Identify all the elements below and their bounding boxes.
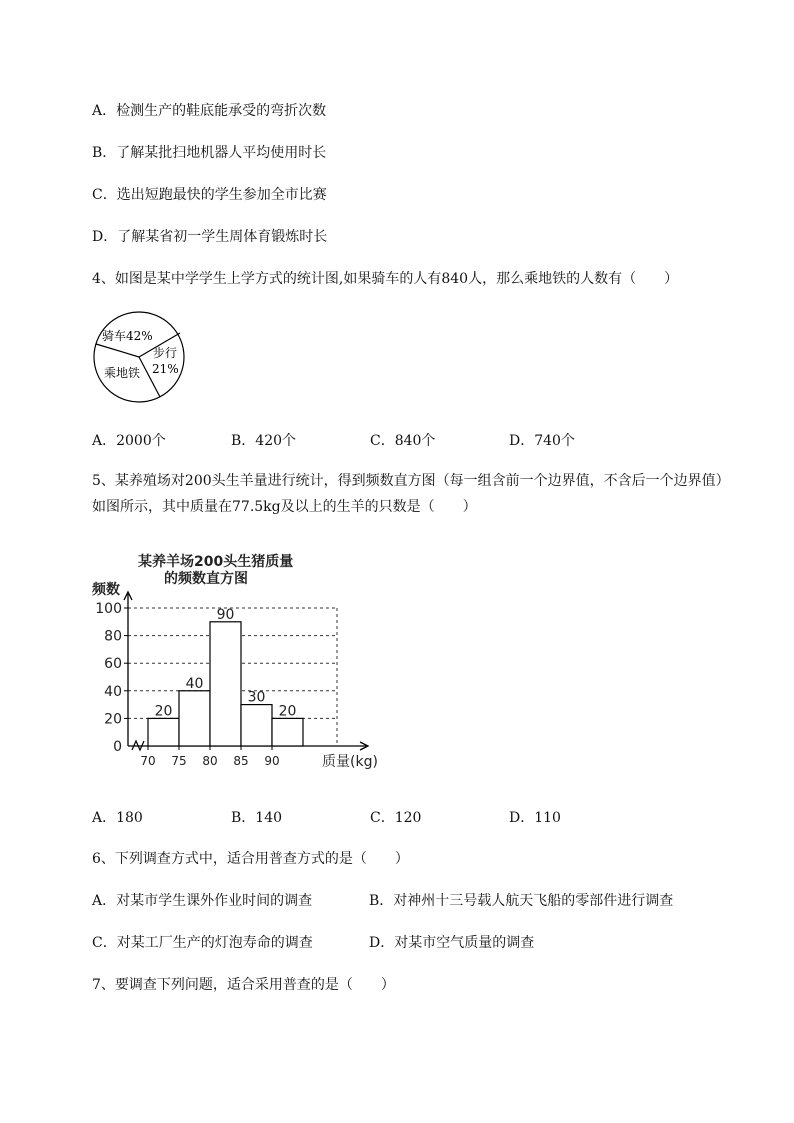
x-tick-label-85: 85 [233,754,249,768]
q4-option-a: A．2000个 [92,433,166,449]
bar-80-85 [210,622,241,746]
q6-stem: 6、下列调查方式中，适合用普查方式的是（ ） [92,851,409,867]
q5-option-b: B．140 [231,810,283,826]
pie-label-walk: 步行 [153,346,178,360]
x-tick-label-80: 80 [202,754,218,768]
q4-options [92,430,575,450]
bar-90-95 [272,718,303,746]
y-axis-label: 频数 [92,582,120,598]
q4-option-d: D．740个 [509,433,575,449]
bar-85-90 [241,705,272,746]
pie-label-walk-pct: 21% [152,362,179,376]
q4-stem: 4、如图是某中学学生上学方式的统计图,如果骑车的人有840人，那么乘地铁的人数有（ ） [92,271,679,287]
y-tick-label-80: 80 [104,628,122,645]
q6-option-d: D．对某市空气质量的调查 [369,935,535,951]
y-tick-label-20: 20 [104,711,122,728]
bar-value-label-70: 20 [154,703,173,720]
q5-options [92,807,561,827]
q3-option-b: B．了解某批扫地机器人平均使用时长 [92,145,327,161]
x-axis-break [132,741,144,750]
q4-option-c: C．840个 [370,433,436,449]
q6-options-row-1 [92,890,673,910]
chart-subtitle: 的频数直方图 [164,571,248,587]
bar-value-label-85: 30 [247,689,266,706]
x-tick-label-70: 70 [140,754,156,768]
bar-70-75 [148,718,179,746]
y-tick-label-100: 100 [95,601,122,617]
q5-option-a: A．180 [92,810,143,826]
bar-value-label-80: 90 [216,606,235,623]
q6-options-row-2 [92,932,534,952]
q7-stem: 7、要调查下列问题，适合采用普查的是（ ） [92,977,395,993]
q6-option-c: C．对某工厂生产的灯泡寿命的调查 [92,935,313,951]
y-tick-label-0: 0 [113,739,122,755]
pie-label-bike: 骑车42% [102,329,153,343]
pie-label-metro: 乘地铁 [104,366,141,380]
q5-option-c: C．120 [370,810,422,826]
q5-option-d: D．110 [509,810,561,826]
x-tick-label-90: 90 [264,754,280,768]
q6-option-a: A．对某市学生课外作业时间的调查 [92,893,313,909]
chart-title: 某养羊场200头生猪质量 [138,554,294,570]
q4-pie-chart [90,308,200,408]
x-tick-label-75: 75 [171,754,187,768]
bar-value-label-75: 40 [185,675,204,692]
bar-value-label-90: 20 [278,703,297,720]
q3-option-a: A．检测生产的鞋底能承受的弯折次数 [92,103,327,119]
q3-option-d: D．了解某省初一学生周体育锻炼时长 [92,229,328,245]
q5-histogram [90,542,390,774]
q4-option-b: B．420个 [231,433,297,449]
q5-stem: 5、某养殖场对200头生羊量进行统计，得到频数直方图（每一组含前一个边界值，不含后一个边界值）如图所示，其中质量在77.5kg及以上的生羊的只数是（ ） [92,473,730,515]
q3-option-c: C．选出短跑最快的学生参加全市比赛 [92,187,327,203]
x-axis-label: 质量(kg) [322,754,378,770]
bar-75-80 [179,691,210,746]
q6-option-b: B．对神州十三号载人航天飞船的零部件进行调查 [369,893,674,909]
y-tick-label-40: 40 [104,683,122,700]
y-tick-label-60: 60 [104,656,122,673]
